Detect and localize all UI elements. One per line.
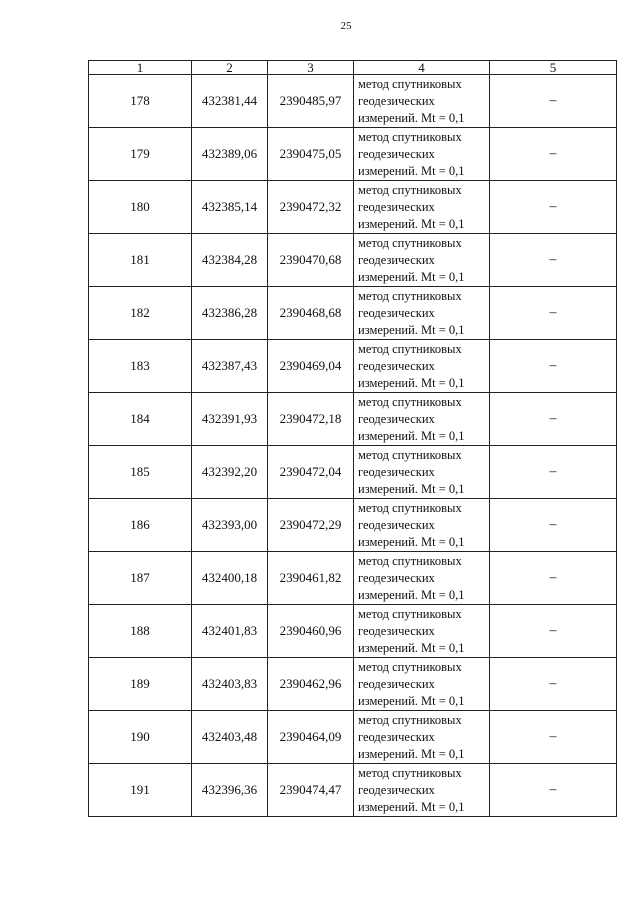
table-row (89, 393, 617, 446)
method-line-1: метод спутниковых (358, 341, 462, 356)
table-row (89, 128, 617, 181)
point-number-cell: 178 (89, 75, 192, 128)
y-coordinate-cell: 2390472,18 (268, 393, 354, 446)
note-cell: – (490, 128, 617, 181)
table-row (89, 446, 617, 499)
header-col-3: 3 (268, 61, 354, 75)
note-cell: – (490, 181, 617, 234)
y-coordinate-cell: 2390468,68 (268, 287, 354, 340)
method-line-2: геодезических (358, 782, 435, 797)
method-line-3: измерений. Mt = 0,1 (358, 163, 465, 178)
table-header (89, 61, 617, 75)
method-line-1: метод спутниковых (358, 606, 462, 621)
method-line-3: измерений. Mt = 0,1 (358, 216, 465, 231)
point-number-cell: 180 (89, 181, 192, 234)
method-line-3: измерений. Mt = 0,1 (358, 693, 465, 708)
method-line-3: измерений. Mt = 0,1 (358, 110, 465, 125)
y-coordinate-cell: 2390472,04 (268, 446, 354, 499)
table-row (89, 711, 617, 764)
method-line-2: геодезических (358, 146, 435, 161)
method-cell (354, 340, 490, 393)
point-number-cell: 183 (89, 340, 192, 393)
table-row (89, 552, 617, 605)
method-cell (354, 128, 490, 181)
y-coordinate-cell: 2390461,82 (268, 552, 354, 605)
method-line-1: метод спутниковых (358, 288, 462, 303)
header-col-5: 5 (490, 61, 617, 75)
y-coordinate-cell: 2390472,32 (268, 181, 354, 234)
method-line-2: геодезических (358, 93, 435, 108)
y-coordinate-cell: 2390464,09 (268, 711, 354, 764)
method-line-1: метод спутниковых (358, 76, 462, 91)
method-line-2: геодезических (358, 199, 435, 214)
table-body (89, 75, 617, 817)
method-line-1: метод спутниковых (358, 447, 462, 462)
note-cell: – (490, 340, 617, 393)
method-line-1: метод спутниковых (358, 235, 462, 250)
x-coordinate-cell: 432384,28 (192, 234, 268, 287)
method-line-2: геодезических (358, 411, 435, 426)
method-cell (354, 75, 490, 128)
y-coordinate-cell: 2390460,96 (268, 605, 354, 658)
x-coordinate-cell: 432381,44 (192, 75, 268, 128)
note-cell: – (490, 446, 617, 499)
method-cell (354, 499, 490, 552)
method-line-3: измерений. Mt = 0,1 (358, 322, 465, 337)
table-row (89, 234, 617, 287)
y-coordinate-cell: 2390462,96 (268, 658, 354, 711)
method-line-3: измерений. Mt = 0,1 (358, 746, 465, 761)
method-line-3: измерений. Mt = 0,1 (358, 375, 465, 390)
x-coordinate-cell: 432386,28 (192, 287, 268, 340)
header-col-1: 1 (89, 61, 192, 75)
y-coordinate-cell: 2390475,05 (268, 128, 354, 181)
point-number-cell: 181 (89, 234, 192, 287)
x-coordinate-cell: 432391,93 (192, 393, 268, 446)
point-number-cell: 186 (89, 499, 192, 552)
method-line-2: геодезических (358, 252, 435, 267)
point-number-cell: 189 (89, 658, 192, 711)
note-cell: – (490, 287, 617, 340)
method-cell (354, 605, 490, 658)
table-row (89, 75, 617, 128)
point-number-cell: 179 (89, 128, 192, 181)
x-coordinate-cell: 432393,00 (192, 499, 268, 552)
note-cell: – (490, 711, 617, 764)
note-cell: – (490, 393, 617, 446)
x-coordinate-cell: 432389,06 (192, 128, 268, 181)
method-line-2: геодезических (358, 305, 435, 320)
method-cell (354, 764, 490, 817)
method-cell (354, 181, 490, 234)
method-cell (354, 446, 490, 499)
note-cell: – (490, 552, 617, 605)
point-number-cell: 191 (89, 764, 192, 817)
table-row (89, 605, 617, 658)
method-line-2: геодезических (358, 570, 435, 585)
method-line-2: геодезических (358, 464, 435, 479)
note-cell: – (490, 658, 617, 711)
coordinates-table (88, 60, 617, 817)
note-cell: – (490, 499, 617, 552)
method-line-1: метод спутниковых (358, 659, 462, 674)
method-line-3: измерений. Mt = 0,1 (358, 481, 465, 496)
x-coordinate-cell: 432400,18 (192, 552, 268, 605)
y-coordinate-cell: 2390470,68 (268, 234, 354, 287)
header-row (89, 61, 617, 75)
point-number-cell: 188 (89, 605, 192, 658)
method-line-3: измерений. Mt = 0,1 (358, 269, 465, 284)
point-number-cell: 187 (89, 552, 192, 605)
method-cell (354, 287, 490, 340)
x-coordinate-cell: 432403,48 (192, 711, 268, 764)
method-cell (354, 552, 490, 605)
table-row (89, 287, 617, 340)
header-col-2: 2 (192, 61, 268, 75)
method-line-1: метод спутниковых (358, 500, 462, 515)
method-line-2: геодезических (358, 676, 435, 691)
point-number-cell: 190 (89, 711, 192, 764)
method-line-1: метод спутниковых (358, 553, 462, 568)
point-number-cell: 185 (89, 446, 192, 499)
table-row (89, 658, 617, 711)
note-cell: – (490, 75, 617, 128)
method-cell (354, 711, 490, 764)
point-number-cell: 182 (89, 287, 192, 340)
y-coordinate-cell: 2390469,04 (268, 340, 354, 393)
note-cell: – (490, 764, 617, 817)
method-line-1: метод спутниковых (358, 182, 462, 197)
x-coordinate-cell: 432387,43 (192, 340, 268, 393)
method-line-3: измерений. Mt = 0,1 (358, 428, 465, 443)
note-cell: – (490, 234, 617, 287)
x-coordinate-cell: 432392,20 (192, 446, 268, 499)
method-line-1: метод спутниковых (358, 765, 462, 780)
table-row (89, 340, 617, 393)
table-row (89, 181, 617, 234)
method-cell (354, 658, 490, 711)
x-coordinate-cell: 432401,83 (192, 605, 268, 658)
y-coordinate-cell: 2390474,47 (268, 764, 354, 817)
point-number-cell: 184 (89, 393, 192, 446)
method-line-3: измерений. Mt = 0,1 (358, 640, 465, 655)
method-line-2: геодезических (358, 358, 435, 373)
method-line-2: геодезических (358, 517, 435, 532)
method-line-3: измерений. Mt = 0,1 (358, 534, 465, 549)
method-cell (354, 393, 490, 446)
y-coordinate-cell: 2390485,97 (268, 75, 354, 128)
method-line-3: измерений. Mt = 0,1 (358, 799, 465, 814)
method-line-1: метод спутниковых (358, 394, 462, 409)
method-line-2: геодезических (358, 623, 435, 638)
method-line-1: метод спутниковых (358, 712, 462, 727)
table-row (89, 764, 617, 817)
note-cell: – (490, 605, 617, 658)
y-coordinate-cell: 2390472,29 (268, 499, 354, 552)
x-coordinate-cell: 432403,83 (192, 658, 268, 711)
header-col-4: 4 (354, 61, 490, 75)
method-cell (354, 234, 490, 287)
table-row (89, 499, 617, 552)
x-coordinate-cell: 432385,14 (192, 181, 268, 234)
method-line-1: метод спутниковых (358, 129, 462, 144)
method-line-2: геодезических (358, 729, 435, 744)
x-coordinate-cell: 432396,36 (192, 764, 268, 817)
method-line-3: измерений. Mt = 0,1 (358, 587, 465, 602)
page-number: 25 (340, 20, 352, 32)
